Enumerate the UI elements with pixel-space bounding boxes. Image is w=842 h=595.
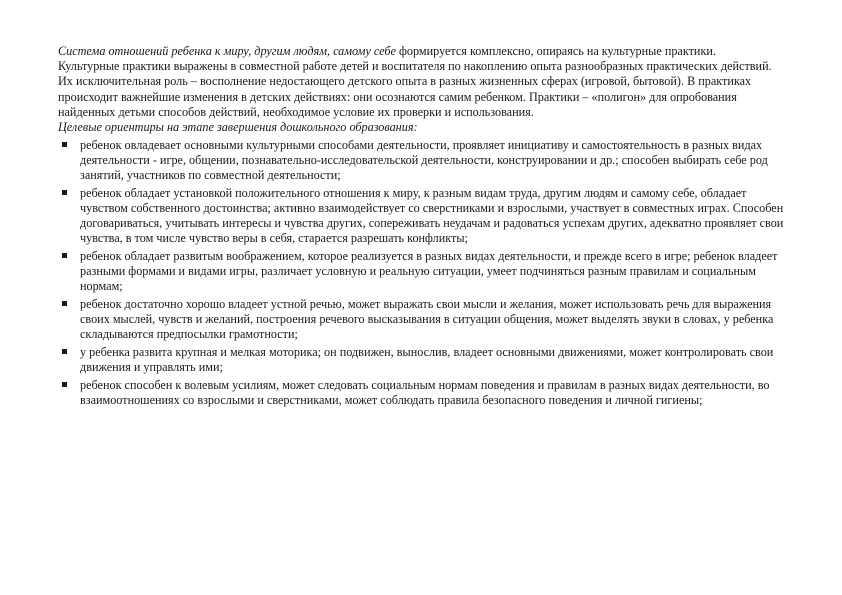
targets-list xyxy=(58,138,786,408)
square-bullet-icon xyxy=(62,382,67,387)
intro-rest: формируется комплексно, опираясь на культурные практики. xyxy=(395,44,716,58)
cultural-practices-paragraph: Культурные практики выражены в совместной работе детей и воспитателя по накоплению опыта разнообразных практических действий. Их исключительная роль – восполнение недостающего детского опыта в разных жизненных сферах (игровой, бытовой). В практиках происходит важнейшие изменения в детских действиях: они осознаются самим ребенком. Практики – «полигон» для опробования найденных детьми способов действий, необходимое условие их проверки и использования. xyxy=(58,59,772,119)
square-bullet-icon xyxy=(62,190,67,195)
list-item-text: ребенок достаточно хорошо владеет устной речью, может выражать свои мысли и желания, может использовать речь для выражения своих мыслей, чувств и желаний, построения речевого высказывания в ситуации общения, может выделять звуки в словах, у ребенка складываются предпосылки грамотности; xyxy=(80,296,774,342)
list-item xyxy=(58,378,786,408)
document-page xyxy=(58,44,786,410)
intro-italic-lead: Система отношений ребенка к миру, другим людям, самому себе xyxy=(58,44,396,58)
list-item-text: у ребенка развита крупная и мелкая моторика; он подвижен, вынослив, владеет основными движениями, может контролировать свои движения и управлять ими; xyxy=(80,344,774,375)
square-bullet-icon xyxy=(62,301,67,306)
list-item-text: ребенок обладает установкой положительного отношения к миру, к разным видам труда, другим людям и самому себе, обладает чувством собственного достоинства; активно взаимодействует со сверстниками и взрослыми, участвует в совместных играх. Способен договариваться, учитывать интересы и чувства других, сопереживать неудачам и радоваться успехам других, адекватно проявляет свои чувства, в том числе чувство веры в себя, старается разрешать конфликты; xyxy=(80,185,784,246)
list-item xyxy=(58,138,786,184)
list-item xyxy=(58,345,786,375)
list-item-text: ребенок овладевает основными культурными способами деятельности, проявляет инициативу и самостоятельность в разных видах деятельности - игре, общении, познавательно-исследовательской деятельности, конструировании и др.; способен выбирать себе род занятий, участников по совместной деятельности; xyxy=(80,137,768,183)
targets-heading: Целевые ориентиры на этапе завершения дошкольного образования: xyxy=(58,120,418,135)
square-bullet-icon xyxy=(62,142,67,147)
list-item xyxy=(58,249,786,295)
square-bullet-icon xyxy=(62,253,67,258)
intro-paragraph xyxy=(58,44,786,59)
list-item xyxy=(58,297,786,343)
square-bullet-icon xyxy=(62,349,67,354)
list-item xyxy=(58,186,786,247)
list-item-text: ребенок способен к волевым усилиям, может следовать социальным нормам поведения и правилам в разных видах деятельности, во взаимоотношениях со взрослыми и сверстниками, может соблюдать правила безопасного поведения и личной гигиены; xyxy=(80,377,770,407)
list-item-text: ребенок обладает развитым воображением, которое реализуется в разных видах деятельности, и прежде всего в игре; ребенок владеет разными формами и видами игры, различает условную и реальную ситуации, умеет подчиняться разным правилам и социальным нормам; xyxy=(80,248,778,294)
